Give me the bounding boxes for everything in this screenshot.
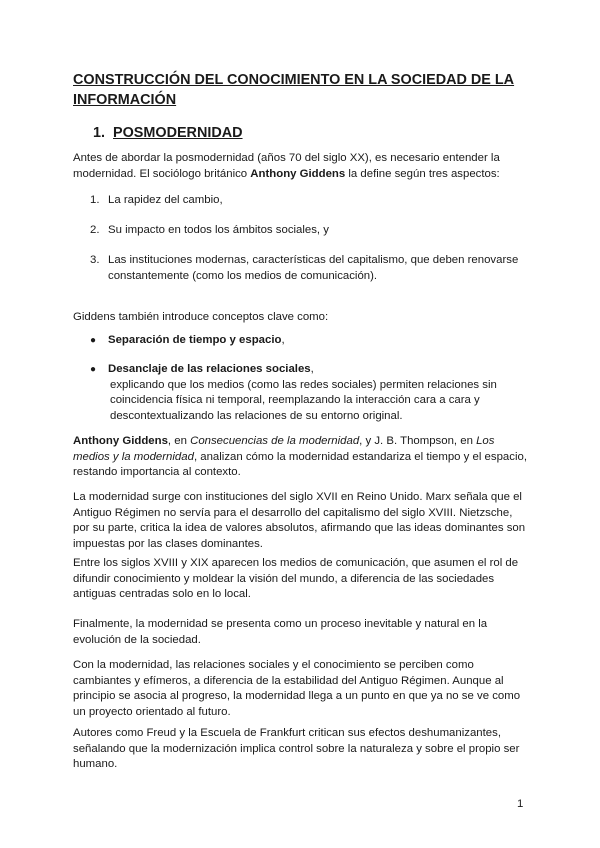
concept-term: Separación de tiempo y espacio: [108, 334, 282, 346]
body-paragraph: Entre los siglos XVIII y XIX aparecen los medios de comunicación, que asumen el rol de difundir conocimiento y moldear la visión del mundo, a diferencia de las sociedades antiguas centradas solo en lo local.: [73, 557, 519, 601]
author-name: Anthony Giddens: [73, 435, 168, 447]
concepts-intro: Giddens también introduce conceptos clave como:: [73, 311, 329, 323]
list-number: 3.: [90, 254, 100, 266]
body-paragraph: Finalmente, la modernidad se presenta como un proceso inevitable y natural en la evolución de la sociedad.: [73, 618, 488, 646]
book-title: Los medios y la modernidad: [73, 435, 495, 463]
section-title: POSMODERNIDAD: [113, 125, 243, 141]
list-item-text: La rapidez del cambio,: [108, 194, 223, 206]
concept-detail: explicando que los medios (como las redes sociales) permiten relaciones sin coincidencia física ni temporal, reemplazando la interacción cara a cara y descontextualizando las relaciones de su entorno original.: [110, 378, 497, 422]
body-paragraph: Con la modernidad, las relaciones sociales y el conocimiento se perciben como cambiantes y efímeros, a diferencia de la estabilidad del Antiguo Régimen. Aunque al principio se asocia al progreso, la modernidad llega a un punto en que ya no se ve como un proyecto orientado al futuro.: [73, 659, 521, 718]
book-title: Consecuencias de la modernidad: [190, 435, 360, 447]
bullet-icon: ●: [90, 335, 97, 346]
list-item: [90, 223, 530, 239]
list-item: [90, 253, 530, 284]
document-title: CONSTRUCCIÓN DEL CONOCIMIENTO EN LA SOCIEDAD DE LA INFORMACIÓN: [73, 72, 515, 108]
concept-term: Desanclaje de las relaciones sociales: [108, 363, 311, 375]
body-paragraph: Autores como Freud y la Escuela de Frankfurt critican sus efectos deshumanizantes, señalando que la modernización implica control sobre la naturaleza y sobre el propio ser humano.: [73, 727, 520, 771]
list-item-text: Su impacto en todos los ámbitos sociales, y: [108, 224, 329, 236]
bullet-icon: ●: [90, 364, 97, 375]
list-number: 1.: [90, 194, 100, 206]
list-number: 2.: [90, 224, 100, 236]
works-paragraph: Anthony Giddens, en Consecuencias de la modernidad, y J. B. Thompson, en Los medios y la modernidad, analizan cómo la modernidad estandariza el tiempo y el espacio, restando importancia al contexto.: [73, 435, 527, 479]
page-number: 1: [517, 798, 524, 810]
section-number: 1.: [93, 125, 106, 141]
list-item-text: Las instituciones modernas, características del capitalismo, que deben renovarse constantemente (como los medios de comunicación).: [108, 254, 519, 282]
section-heading: [93, 124, 243, 142]
intro-paragraph: Antes de abordar la posmodernidad (años 70 del siglo XX), es necesario entender la modernidad. El sociólogo británico Anthony Giddens la define según tres aspectos:: [73, 152, 500, 180]
body-paragraph: La modernidad surge con instituciones del siglo XVII en Reino Unido. Marx señala que el Antiguo Régimen no servía para el desarrollo del capitalismo del siglo XVIII. Nietzsche, por su parte, critica la idea de valores absolutos, afirmando que las ideas dominantes son impuestas por las clases dominantes.: [73, 491, 526, 550]
author-name: Anthony Giddens: [250, 167, 346, 180]
list-item: [90, 193, 530, 209]
bullet-item: ● Separación de tiempo y espacio,: [90, 333, 530, 349]
bullet-item: ● Desanclaje de las relaciones sociales, explicando que los medios (como las redes sociales) permiten relaciones sin coincidencia física ni temporal, reemplazando la interacción cara a cara y descontextualizando las relaciones de su entorno original.: [90, 362, 530, 424]
